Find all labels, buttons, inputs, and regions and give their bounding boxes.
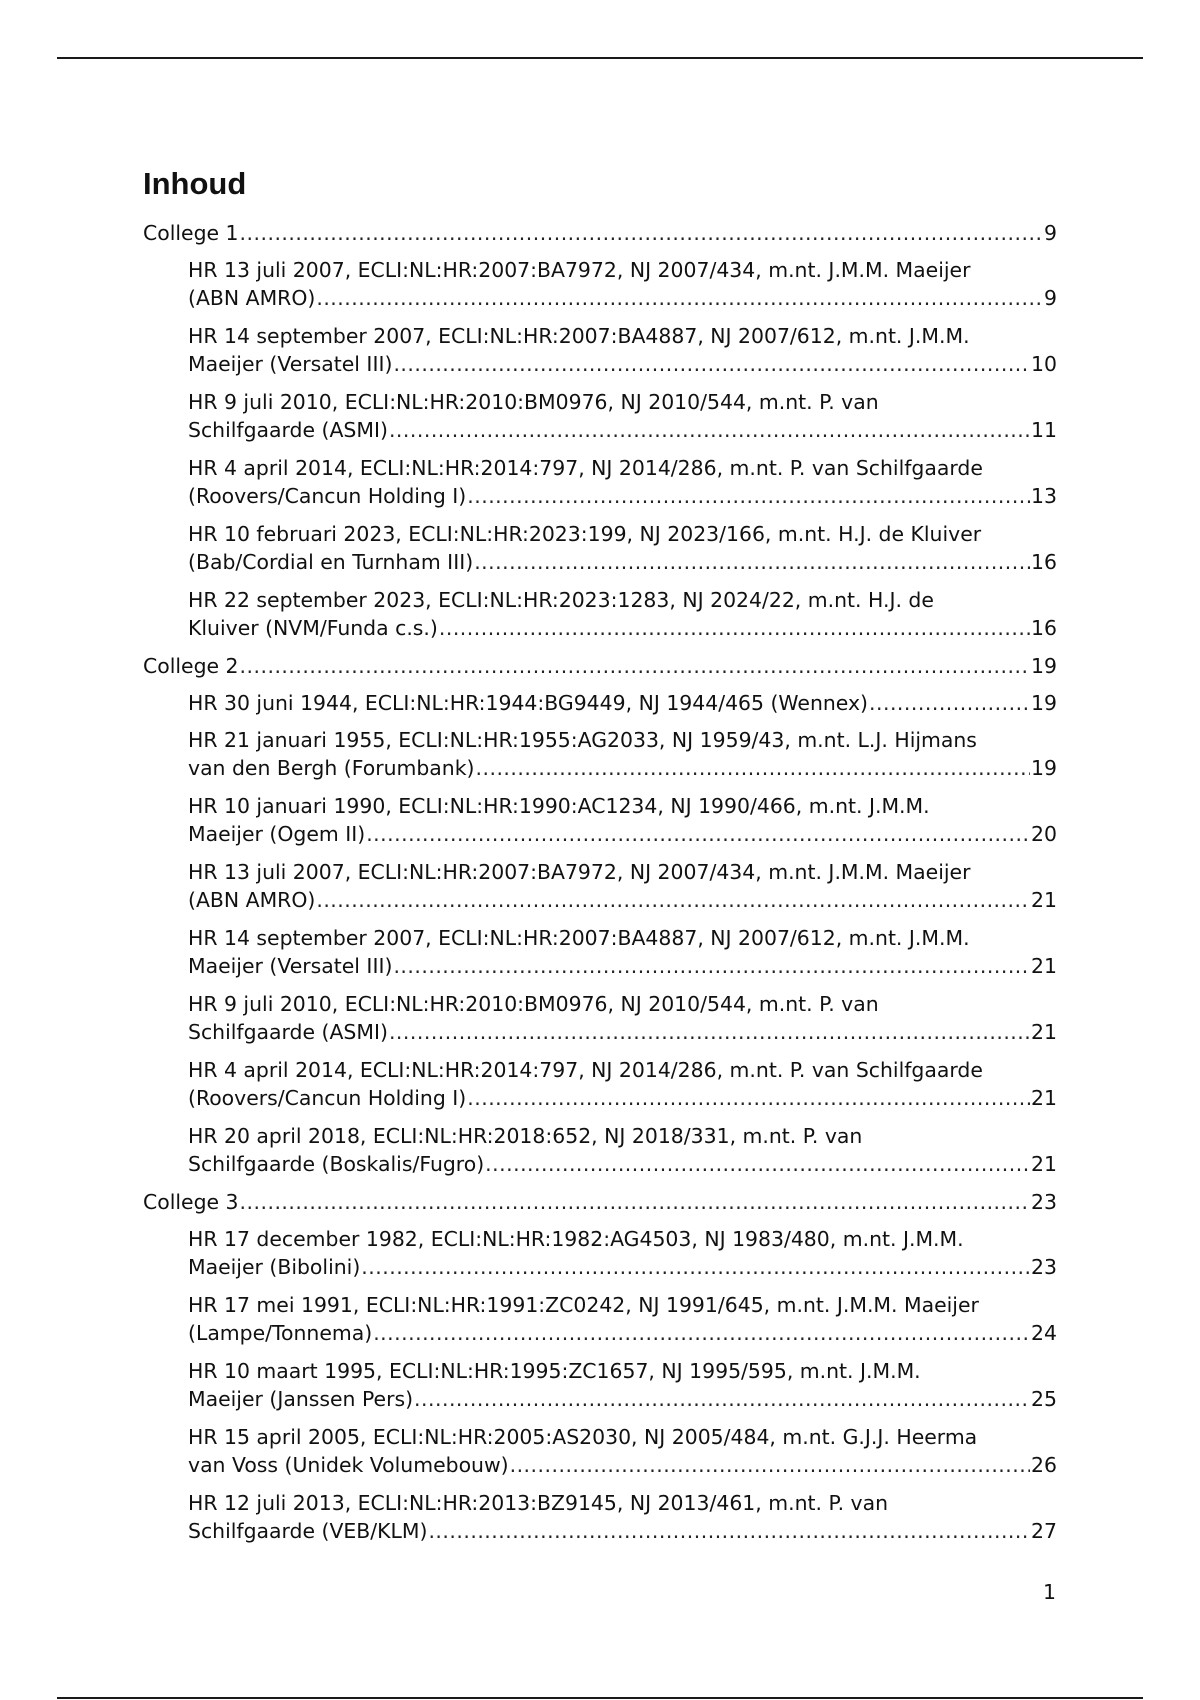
dot-leader <box>428 1517 1030 1545</box>
toc-entry-first-line: HR 4 april 2014, ECLI:NL:HR:2014:797, NJ 2014/286, m.nt. P. van Schilfgaarde <box>188 1058 983 1082</box>
toc-page-number: 21 <box>1031 1086 1057 1110</box>
toc-line <box>188 614 1057 642</box>
toc-case-entry[interactable] <box>143 256 1057 312</box>
dot-leader <box>316 886 1030 914</box>
toc-page-number: 21 <box>1031 954 1057 978</box>
toc-case-entry[interactable] <box>143 1357 1057 1413</box>
toc-line <box>188 1150 1057 1178</box>
toc-entry-first-line: HR 14 september 2007, ECLI:NL:HR:2007:BA4887, NJ 2007/612, m.nt. J.M.M. <box>188 926 970 950</box>
toc-entry-text: (Roovers/Cancun Holding I) <box>188 484 467 508</box>
toc-entry-first-line: HR 13 juli 2007, ECLI:NL:HR:2007:BA7972, NJ 2007/434, m.nt. J.M.M. Maeijer <box>188 258 971 282</box>
toc-case-entry[interactable] <box>143 990 1057 1046</box>
toc-case-entry[interactable] <box>143 1423 1057 1479</box>
toc-entry-text: College 3 <box>143 1190 239 1214</box>
toc-entry-first-line: HR 4 april 2014, ECLI:NL:HR:2014:797, NJ 2014/286, m.nt. P. van Schilfgaarde <box>188 456 983 480</box>
toc-entry-first-line: HR 20 april 2018, ECLI:NL:HR:2018:652, NJ 2018/331, m.nt. P. van <box>188 1124 863 1148</box>
toc-entry-first-line: HR 17 mei 1991, ECLI:NL:HR:1991:ZC0242, NJ 1991/645, m.nt. J.M.M. Maeijer <box>188 1293 979 1317</box>
toc-page-number: 25 <box>1031 1387 1057 1411</box>
dot-leader <box>240 652 1031 680</box>
toc-entry-text: (Roovers/Cancun Holding I) <box>188 1086 467 1110</box>
toc-line <box>188 1385 1057 1413</box>
toc-entry-text: (ABN AMRO) <box>188 286 316 310</box>
toc-case-entry[interactable] <box>143 520 1057 576</box>
toc-entry-text: (ABN AMRO) <box>188 888 316 912</box>
toc-line <box>143 1188 1057 1216</box>
toc-entry-text: Maeijer (Ogem II) <box>188 822 366 846</box>
toc-page-number: 16 <box>1031 616 1057 640</box>
dot-leader <box>414 1385 1030 1413</box>
toc-page-number: 24 <box>1031 1321 1057 1345</box>
toc-case-entry[interactable] <box>143 726 1057 782</box>
toc-entry-text: van den Bergh (Forumbank) <box>188 756 475 780</box>
toc-entry-text: Maeijer (Versatel III) <box>188 352 393 376</box>
toc-entry-text: Schilfgaarde (ASMI) <box>188 418 388 442</box>
toc-page-number: 13 <box>1031 484 1057 508</box>
toc-title: Inhoud <box>143 166 247 201</box>
toc-page-number: 21 <box>1031 888 1057 912</box>
dot-leader <box>467 1084 1030 1112</box>
dot-leader <box>366 820 1030 848</box>
toc-entry-text: College 1 <box>143 221 239 245</box>
toc-entry-first-line: HR 13 juli 2007, ECLI:NL:HR:2007:BA7972, NJ 2007/434, m.nt. J.M.M. Maeijer <box>188 860 971 884</box>
toc-case-entry[interactable] <box>143 322 1057 378</box>
toc-case-entry[interactable] <box>143 454 1057 510</box>
toc-entry-text: Schilfgaarde (Boskalis/Fugro) <box>188 1152 485 1176</box>
toc-line <box>188 689 1057 717</box>
toc-entry-first-line: HR 17 december 1982, ECLI:NL:HR:1982:AG4503, NJ 1983/480, m.nt. J.M.M. <box>188 1227 964 1251</box>
toc-case-entry[interactable] <box>143 689 1057 717</box>
toc-entry-text: College 2 <box>143 654 239 678</box>
toc-entry-text: Schilfgaarde (VEB/KLM) <box>188 1519 428 1543</box>
toc-case-entry[interactable] <box>143 858 1057 914</box>
dot-leader <box>476 754 1031 782</box>
toc-entry-text: (Lampe/Tonnema) <box>188 1321 373 1345</box>
toc-entry-text: van Voss (Unidek Volumebouw) <box>188 1453 509 1477</box>
toc-line <box>188 1018 1057 1046</box>
toc-page-number: 21 <box>1031 1152 1057 1176</box>
page-number: 1 <box>1043 1580 1056 1604</box>
toc-line <box>188 350 1057 378</box>
dot-leader <box>510 1451 1030 1479</box>
toc-line <box>143 219 1057 247</box>
toc-college-heading[interactable] <box>143 652 1057 680</box>
toc-line <box>188 1084 1057 1112</box>
dot-leader <box>869 689 1030 717</box>
toc-page-number: 9 <box>1044 221 1057 245</box>
toc-case-entry[interactable] <box>143 388 1057 444</box>
toc-entry-first-line: HR 21 januari 1955, ECLI:NL:HR:1955:AG2033, NJ 1959/43, m.nt. L.J. Hijmans <box>188 728 977 752</box>
toc-entry-text: Schilfgaarde (ASMI) <box>188 1020 388 1044</box>
toc-line <box>188 886 1057 914</box>
toc-page-number: 10 <box>1031 352 1057 376</box>
toc-entry-text: Maeijer (Versatel III) <box>188 954 393 978</box>
toc-entry-text: Maeijer (Bibolini) <box>188 1255 361 1279</box>
dot-leader <box>240 219 1043 247</box>
dot-leader <box>439 614 1030 642</box>
dot-leader <box>393 350 1030 378</box>
dot-leader <box>361 1253 1030 1281</box>
toc-page-number: 19 <box>1031 756 1057 780</box>
dot-leader <box>316 284 1043 312</box>
toc-case-entry[interactable] <box>143 1225 1057 1281</box>
toc-entry-first-line: HR 9 juli 2010, ECLI:NL:HR:2010:BM0976, NJ 2010/544, m.nt. P. van <box>188 390 879 414</box>
toc-page-number: 26 <box>1031 1453 1057 1477</box>
toc-line <box>188 1451 1057 1479</box>
dot-leader <box>389 416 1030 444</box>
toc-line <box>188 482 1057 510</box>
toc-entry-first-line: HR 12 juli 2013, ECLI:NL:HR:2013:BZ9145, NJ 2013/461, m.nt. P. van <box>188 1491 889 1515</box>
toc-page-number: 19 <box>1031 691 1057 715</box>
toc-entry-first-line: HR 9 juli 2010, ECLI:NL:HR:2010:BM0976, NJ 2010/544, m.nt. P. van <box>188 992 879 1016</box>
toc-page-number: 21 <box>1031 1020 1057 1044</box>
dot-leader <box>485 1150 1030 1178</box>
toc-case-entry[interactable] <box>143 1122 1057 1178</box>
toc-case-entry[interactable] <box>143 1291 1057 1347</box>
toc-page-number: 16 <box>1031 550 1057 574</box>
toc-entry-text: Kluiver (NVM/Funda c.s.) <box>188 616 438 640</box>
header-rule <box>57 57 1143 59</box>
dot-leader <box>474 548 1030 576</box>
toc-case-entry[interactable] <box>143 586 1057 642</box>
toc-entry-first-line: HR 22 september 2023, ECLI:NL:HR:2023:1283, NJ 2024/22, m.nt. H.J. de <box>188 588 934 612</box>
toc-entry-first-line: HR 10 februari 2023, ECLI:NL:HR:2023:199, NJ 2023/166, m.nt. H.J. de Kluiver <box>188 522 982 546</box>
toc-entry-first-line: HR 10 januari 1990, ECLI:NL:HR:1990:AC1234, NJ 1990/466, m.nt. J.M.M. <box>188 794 930 818</box>
toc-college-heading[interactable] <box>143 219 1057 247</box>
toc-entry-first-line: HR 15 april 2005, ECLI:NL:HR:2005:AS2030, NJ 2005/484, m.nt. G.J.J. Heerma <box>188 1425 978 1449</box>
toc-line <box>188 1319 1057 1347</box>
toc-line <box>188 754 1057 782</box>
toc-page-number: 11 <box>1031 418 1057 442</box>
toc-college-heading[interactable] <box>143 1188 1057 1216</box>
toc-page-number: 23 <box>1031 1255 1057 1279</box>
toc-entry-first-line: HR 14 september 2007, ECLI:NL:HR:2007:BA4887, NJ 2007/612, m.nt. J.M.M. <box>188 324 970 348</box>
toc-line <box>188 548 1057 576</box>
toc-page-number: 23 <box>1031 1190 1057 1214</box>
toc-case-entry[interactable] <box>143 792 1057 848</box>
dot-leader <box>467 482 1030 510</box>
toc-page-number: 27 <box>1031 1519 1057 1543</box>
dot-leader <box>393 952 1030 980</box>
toc-line <box>188 284 1057 312</box>
toc-line <box>188 820 1057 848</box>
toc-page-number: 9 <box>1044 286 1057 310</box>
toc-line <box>188 416 1057 444</box>
table-of-contents <box>143 219 1057 1555</box>
toc-line <box>188 952 1057 980</box>
toc-entry-text: HR 30 juni 1944, ECLI:NL:HR:1944:BG9449, NJ 1944/465 (Wennex) <box>188 691 868 715</box>
toc-page-number: 19 <box>1031 654 1057 678</box>
toc-line <box>188 1517 1057 1545</box>
dot-leader <box>389 1018 1030 1046</box>
toc-case-entry[interactable] <box>143 1489 1057 1545</box>
footer-rule <box>57 1697 1143 1699</box>
dot-leader <box>240 1188 1031 1216</box>
toc-case-entry[interactable] <box>143 1056 1057 1112</box>
toc-entry-first-line: HR 10 maart 1995, ECLI:NL:HR:1995:ZC1657, NJ 1995/595, m.nt. J.M.M. <box>188 1359 921 1383</box>
toc-line <box>143 652 1057 680</box>
toc-case-entry[interactable] <box>143 924 1057 980</box>
toc-entry-text: Maeijer (Janssen Pers) <box>188 1387 414 1411</box>
dot-leader <box>373 1319 1030 1347</box>
toc-line <box>188 1253 1057 1281</box>
toc-page-number: 20 <box>1031 822 1057 846</box>
toc-entry-text: (Bab/Cordial en Turnham III) <box>188 550 474 574</box>
